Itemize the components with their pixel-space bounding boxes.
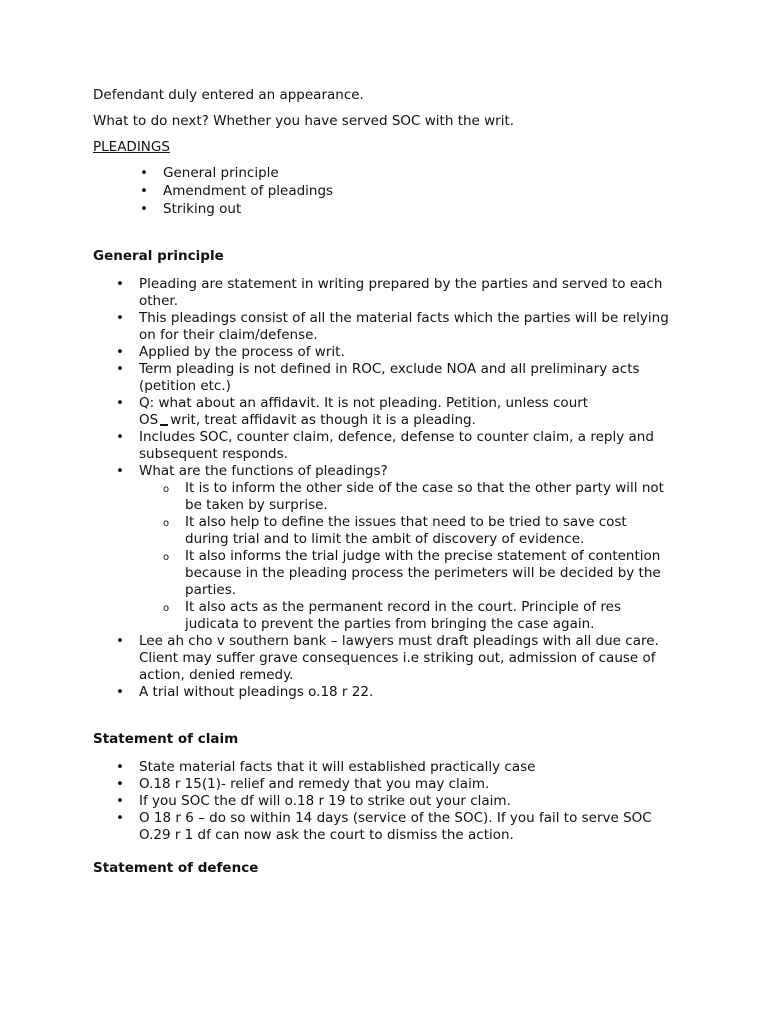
intro-line-1: Defendant duly entered an appearance.: [93, 87, 364, 103]
sub-list-item: o It also informs the trial judge with the precise statement of contention because in the pleading process the perimeters will be decided by the parties.: [185, 548, 673, 599]
affidavit-text: Q: what about an affidavit. It is not pleading. Petition, unless court: [139, 395, 589, 411]
section-heading-general-principle: General principle: [93, 248, 224, 264]
blank-mark: [160, 414, 168, 426]
affidavit-os: OS: [139, 412, 159, 428]
list-item: • Includes SOC, counter claim, defence, defense to counter claim, a reply and subsequent responds.: [139, 429, 673, 463]
list-item: • This pleadings consist of all the material facts which the parties will be relying on for their claim/defense.: [139, 310, 673, 344]
sub-list-item: o It is to inform the other side of the case so that the other party will not be taken by surprise.: [185, 480, 673, 514]
functions-sublist: [185, 480, 673, 633]
document-page: [93, 87, 673, 877]
section-heading-statement-of-defence: Statement of defence: [93, 860, 259, 876]
intro-line-2: What to do next? Whether you have served SOC with the writ.: [93, 113, 515, 129]
sub-list-item: o It also help to define the issues that need to be tried to save cost during trial and to limit the ambit of discovery of evidence.: [185, 514, 673, 548]
pleadings-link[interactable]: PLEADINGS: [93, 139, 170, 155]
statement-of-claim-list: [139, 759, 673, 844]
affidavit-writ: writ, treat affidavit as though it is a pleading.: [170, 412, 476, 428]
list-item: • A trial without pleadings o.18 r 22.: [139, 684, 673, 701]
general-principle-list: [139, 276, 673, 701]
list-item: • Amendment of pleadings: [163, 183, 673, 201]
functions-question: What are the functions of pleadings?: [139, 463, 388, 479]
list-item: • Term pleading is not defined in ROC, exclude NOA and all preliminary acts (petition etc.): [139, 361, 673, 395]
list-item: • Pleading are statement in writing prepared by the parties and served to each other.: [139, 276, 673, 310]
list-item: • Applied by the process of writ.: [139, 344, 673, 361]
sub-list-item: o It also acts as the permanent record in the court. Principle of res judicata to prevent the parties from bringing the case again.: [185, 599, 673, 633]
topics-list: [163, 165, 673, 219]
list-item-affidavit: [139, 395, 673, 429]
list-item: • Lee ah cho v southern bank – lawyers must draft pleadings with all due care. Client may suffer grave consequences i.e striking out, admission of cause of action, denied remedy.: [139, 633, 673, 684]
section-heading-statement-of-claim: Statement of claim: [93, 731, 239, 747]
list-item: • If you SOC the df will o.18 r 19 to strike out your claim.: [139, 793, 673, 810]
list-item: • O.18 r 15(1)- relief and remedy that you may claim.: [139, 776, 673, 793]
list-item: • State material facts that it will established practically case: [139, 759, 673, 776]
list-item: • Striking out: [163, 201, 673, 219]
list-item: • O 18 r 6 – do so within 14 days (service of the SOC). If you fail to serve SOC O.29 r 1 df can now ask the court to dismiss the action.: [139, 810, 673, 844]
list-item: • General principle: [163, 165, 673, 183]
list-item-functions: [139, 463, 673, 633]
